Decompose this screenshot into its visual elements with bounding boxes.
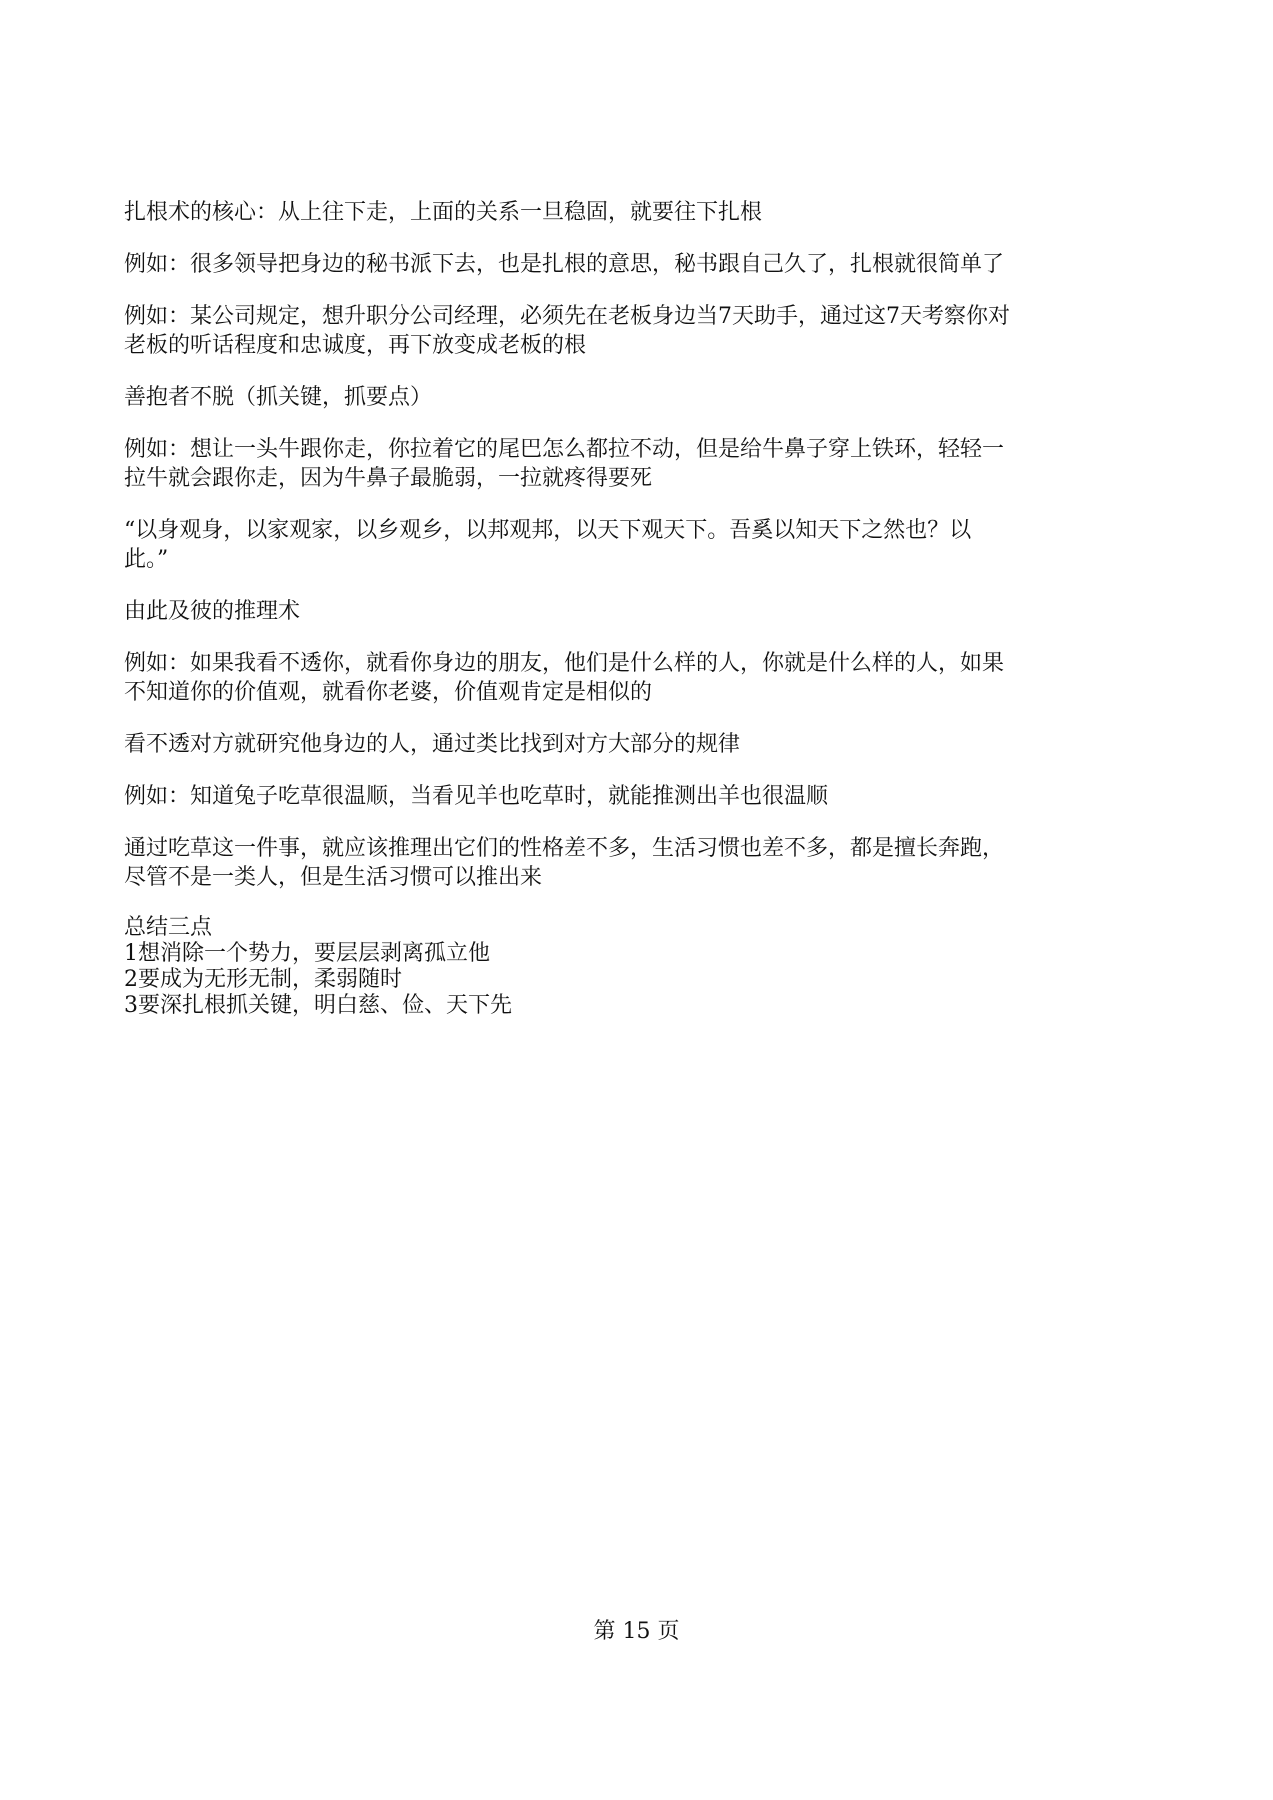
paragraph-key-points: 善抱者不脱（抓关键，抓要点） <box>124 385 433 410</box>
summary-item: 1想消除一个势力，要层层剥离孤立他 <box>124 941 490 966</box>
paragraph-example-secretary: 例如：很多领导把身边的秘书派下去，也是扎根的意思，秘书跟自己久了，扎根就很简单了 <box>124 252 1005 277</box>
document-body <box>124 198 1160 1019</box>
paragraph-example-company: 例如：某公司规定，想升职分公司经理，必须先在老板身边当7天助手，通过这7天考察你对 老板的听话程度和忠诚度，再下放变成老板的根 <box>124 304 1010 358</box>
summary-heading: 总结三点 <box>124 915 213 940</box>
paragraph-example-friends: 例如：如果我看不透你，就看你身边的朋友，他们是什么样的人，你就是什么样的人，如果 不知道你的价值观，就看你老婆，价值观肯定是相似的 <box>124 651 1005 705</box>
paragraph-rooting-core: 扎根术的核心：从上往下走，上面的关系一旦稳固，就要往下扎根 <box>124 200 763 225</box>
summary-block <box>124 915 1160 1019</box>
summary-item: 3要深扎根抓关键，明白慈、俭、天下先 <box>124 993 512 1018</box>
paragraph-quote: “以身观身，以家观家，以乡观乡，以邦观邦，以天下观天下。吾奚以知天下之然也？以 此。” <box>124 518 972 572</box>
paragraph-grass-inference: 通过吃草这一件事，就应该推理出它们的性格差不多，生活习惯也差不多，都是擅长奔跑， 尽管不是一类人，但是生活习惯可以推出来 <box>124 836 1005 890</box>
paragraph-analogy: 看不透对方就研究他身边的人，通过类比找到对方大部分的规律 <box>124 732 741 757</box>
page-number: 第 15 页 <box>593 1619 680 1644</box>
paragraph-inference-heading: 由此及彼的推理术 <box>124 599 301 624</box>
paragraph-example-rabbit: 例如：知道兔子吃草很温顺，当看见羊也吃草时，就能推测出羊也很温顺 <box>124 784 829 809</box>
paragraph-example-ox: 例如：想让一头牛跟你走，你拉着它的尾巴怎么都拉不动，但是给牛鼻子穿上铁环，轻轻一 拉牛就会跟你走，因为牛鼻子最脆弱，一拉就疼得要死 <box>124 437 1005 491</box>
summary-item: 2要成为无形无制，柔弱随时 <box>124 967 402 992</box>
